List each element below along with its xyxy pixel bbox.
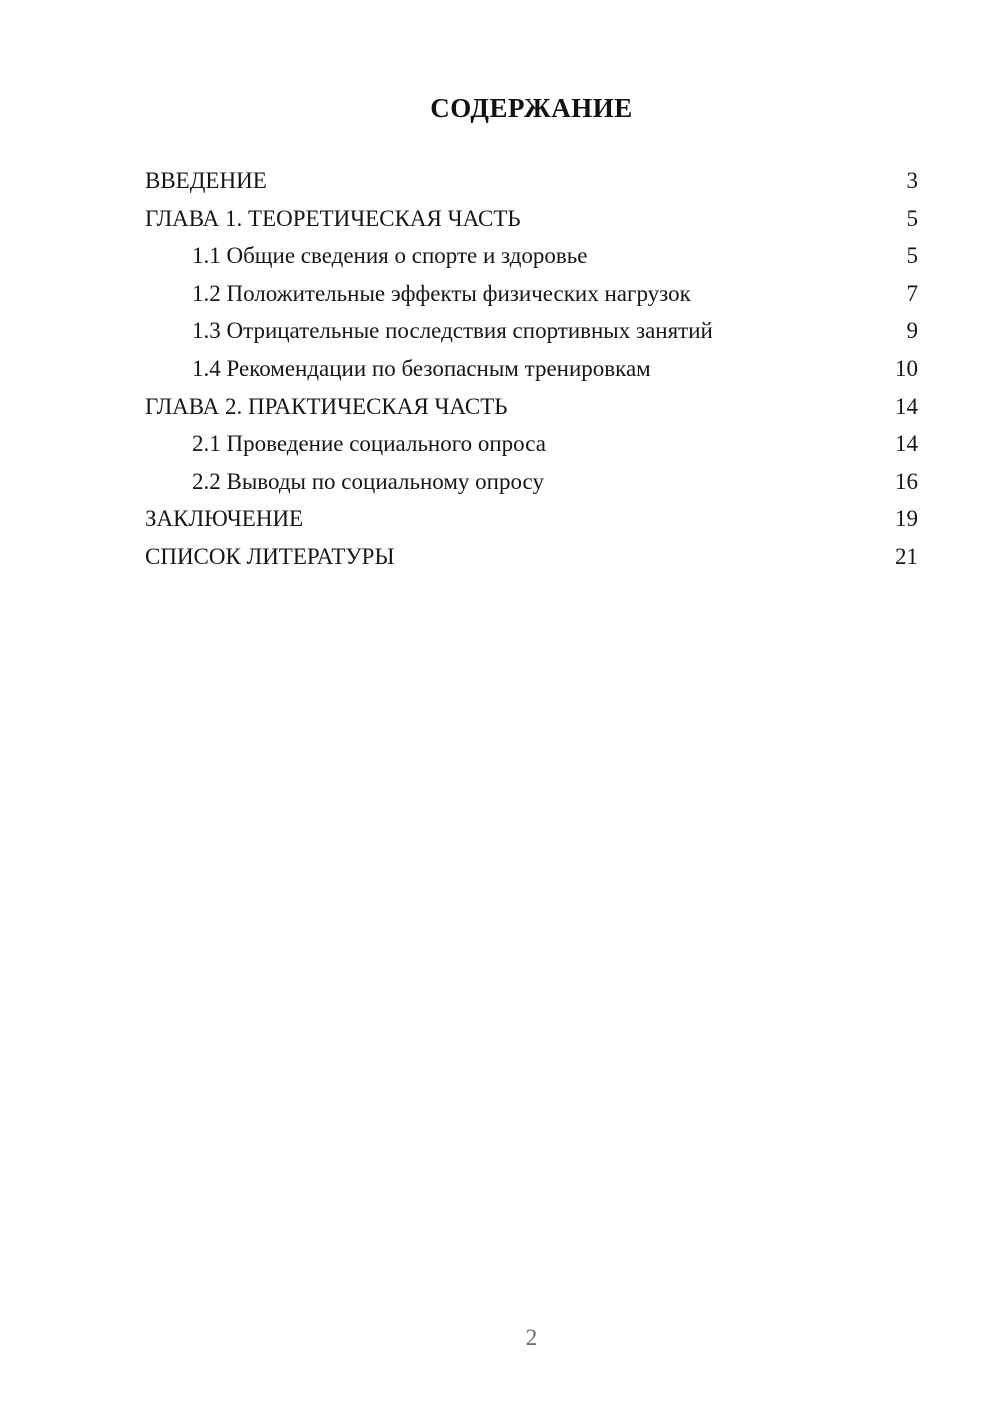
toc-entry-page: 10: [895, 355, 918, 381]
toc-entry-label: ГЛАВА 2. ПРАКТИЧЕСКАЯ ЧАСТЬ: [145, 393, 508, 419]
toc-row: [145, 388, 918, 426]
toc-entry-page: 14: [895, 431, 918, 457]
toc-entry-label: ЗАКЛЮЧЕНИЕ: [145, 506, 304, 532]
toc-row: [145, 500, 918, 538]
page-title: СОДЕРЖАНИЕ: [430, 93, 633, 123]
toc-entry-page: 19: [895, 506, 918, 532]
toc-entry-label: 1.2 Положительные эффекты физических нагрузок: [192, 280, 691, 306]
toc-entry-label: ГЛАВА 1. ТЕОРЕТИЧЕСКАЯ ЧАСТЬ: [145, 205, 521, 231]
toc-entry-page: 5: [906, 205, 918, 231]
toc-entry-label: 1.1 Общие сведения о спорте и здоровье: [192, 243, 588, 269]
toc-entry-page: 21: [895, 543, 918, 569]
footer-page-number: 2: [525, 1325, 538, 1350]
toc-row: [145, 237, 918, 275]
toc-entry-page: 5: [906, 243, 918, 269]
toc-row: [145, 425, 918, 463]
toc-entry-label: 2.1 Проведение социального опроса: [192, 431, 546, 457]
table-of-contents: [145, 162, 918, 576]
toc-entry-page: 16: [895, 468, 918, 494]
toc-row: [145, 538, 918, 576]
toc-entry-page: 7: [906, 280, 918, 306]
toc-row: [145, 312, 918, 350]
toc-row: [145, 350, 918, 388]
toc-entry-label: 1.4 Рекомендации по безопасным тренировкам: [192, 355, 651, 381]
toc-entry-label: 1.3 Отрицательные последствия спортивных занятий: [192, 318, 713, 344]
toc-entry-page: 14: [895, 393, 918, 419]
toc-row: [145, 463, 918, 501]
toc-entry-page: 9: [906, 318, 918, 344]
toc-entry-page: 3: [906, 168, 918, 193]
toc-row: [145, 275, 918, 313]
toc-entry-label: ВВЕДЕНИЕ: [145, 168, 267, 193]
toc-entry-label: 2.2 Выводы по социальному опросу: [192, 468, 544, 494]
toc-row: [145, 200, 918, 238]
toc-entry-label: СПИСОК ЛИТЕРАТУРЫ: [145, 543, 395, 569]
toc-row: [145, 162, 918, 200]
